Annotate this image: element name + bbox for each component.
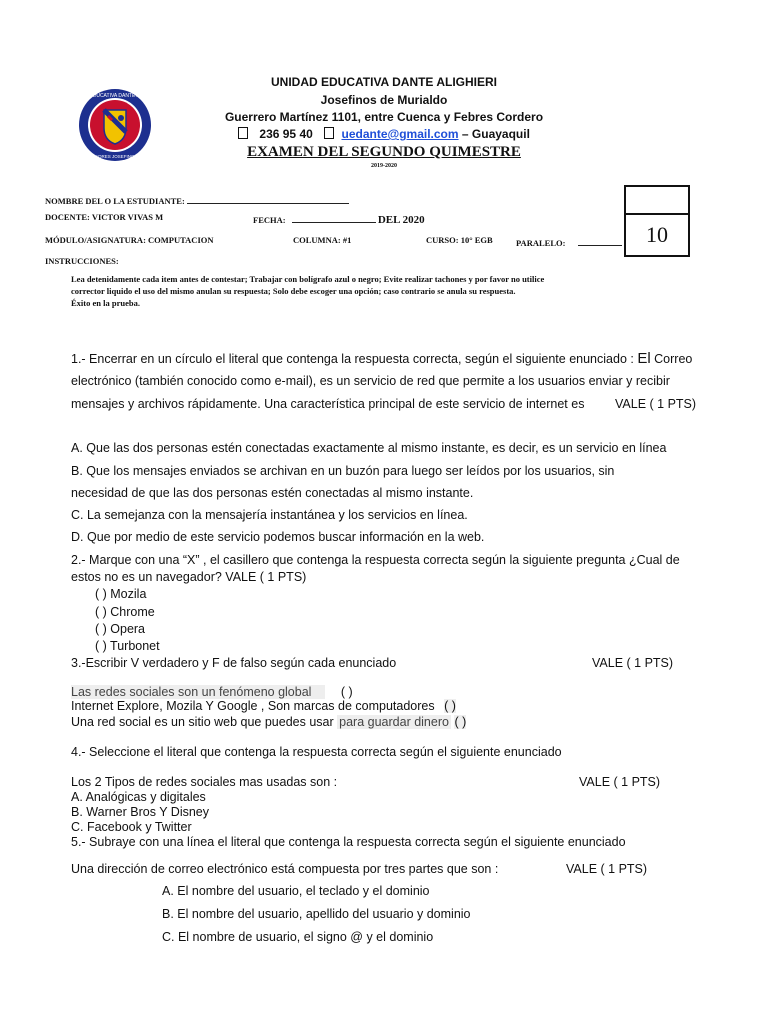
school-address: Guerrero Martínez 1101, entre Cuenca y Febres Cordero <box>224 110 544 124</box>
q5-prompt: Una dirección de correo electrónico está compuesta por tres partes que son : <box>71 862 499 876</box>
instructions-label: INSTRUCCIONES: <box>45 256 119 266</box>
q3-statement-1: Las redes sociales son un fenómeno global ( ) <box>71 685 353 699</box>
student-name-row: NOMBRE DEL O LA ESTUDIANTE: <box>45 193 349 206</box>
exam-title: EXAMEN DEL SEGUNDO QUIMESTRE <box>247 144 521 160</box>
parallel-field[interactable] <box>578 235 622 246</box>
q1-option-b-cont: necesidad de que las dos personas estén conectadas al mismo instante. <box>71 486 474 500</box>
q1-option-b[interactable]: B. Que los mensajes enviados se archivan en un buzón para luego ser leídos por los usuarios, sin <box>71 464 615 478</box>
mail-icon <box>324 127 334 139</box>
q3-answer-3[interactable]: ( ) <box>454 715 467 729</box>
q2-option-mozila[interactable]: ( ) Mozila <box>95 587 147 601</box>
q3-statement-3: Una red social es un sitio web que puedes usar para guardar dinero ( ) <box>71 715 467 729</box>
q5-title: 5.- Subraye con una línea el literal que contenga la respuesta correcta según el siguiente enunciado <box>71 835 626 849</box>
grade-box <box>624 213 690 257</box>
q1-line-3: mensajes y archivos rápidamente. Una característica principal de este servicio de internet es <box>71 397 585 411</box>
student-name-field[interactable] <box>187 193 349 204</box>
date-field[interactable] <box>292 212 376 223</box>
q5-option-c[interactable]: C. El nombre de usuario, el signo @ y el dominio <box>162 930 434 944</box>
q4-value: VALE ( 1 PTS) <box>579 775 661 789</box>
q1-option-c[interactable]: C. La semejanza con la mensajería instantánea y los servicios en línea. <box>71 508 468 522</box>
q5-option-b[interactable]: B. El nombre del usuario, apellido del usuario y dominio <box>162 907 471 921</box>
course: CURSO: 10° EGB <box>426 235 493 245</box>
school-subtitle: Josefinos de Murialdo <box>320 93 448 107</box>
logo-text: UNIDAD EDUCATIVA DANTE ALIGHIERI <box>68 93 162 99</box>
grade-box-top <box>624 185 690 215</box>
q5-option-a[interactable]: A. El nombre del usuario, el teclado y el dominio <box>162 884 430 898</box>
phone-number: 236 95 40 <box>259 127 313 141</box>
q4-prompt: Los 2 Tipos de redes sociales mas usadas son : <box>71 775 338 789</box>
phone-icon <box>238 127 248 139</box>
q3-title: 3.-Escribir V verdadero y F de falso según cada enunciado <box>71 656 397 670</box>
q5-value: VALE ( 1 PTS) <box>566 862 648 876</box>
school-year: 2019-2020 <box>371 163 397 169</box>
q4-option-a[interactable]: A. Analógicas y digitales <box>71 790 206 804</box>
q1-line-2: electrónico (también conocido como e-mail), es un servicio de red que permite a los usuarios enviar y recibir <box>71 374 670 388</box>
q4-title: 4.- Seleccione el literal que contenga la respuesta correcta según el siguiente enunciado <box>71 745 562 759</box>
q1-option-d[interactable]: D. Que por medio de este servicio podemos buscar información en la web. <box>71 530 485 544</box>
date-row: FECHA: DEL 2020 <box>253 214 425 226</box>
q3-statement-2: Internet Explore, Mozila Y Google , Son marcas de computadores ( ) <box>71 699 456 713</box>
q3-answer-1[interactable]: ( ) <box>340 685 353 699</box>
module: MÓDULO/ASIGNATURA: COMPUTACION <box>45 235 214 245</box>
q3-value: VALE ( 1 PTS) <box>592 656 674 670</box>
q1-option-a[interactable]: A. Que las dos personas estén conectadas exactamente al mismo instante, es decir, es un servicio en línea <box>71 441 667 455</box>
q4-option-c[interactable]: C. Facebook y Twitter <box>71 820 192 834</box>
school-name: UNIDAD EDUCATIVA DANTE ALIGHIERI <box>271 75 497 89</box>
email-link[interactable]: uedante@gmail.com <box>341 127 459 141</box>
contact-line <box>0 127 768 141</box>
grade-value: 10 <box>646 222 668 247</box>
logo-bottom-text: PADRES JOSEFINOS <box>92 154 138 159</box>
q2-option-turbonet[interactable]: ( ) Turbonet <box>95 639 160 653</box>
instructions-line-1: Lea detenidamente cada item antes de contestar; Trabajar con bolígrafo azul o negro; Evite realizar tachones y por favor no utilice <box>71 274 545 284</box>
q3-answer-2[interactable]: ( ) <box>444 699 456 713</box>
instructions-line-3: Éxito en la prueba. <box>71 298 140 308</box>
q4-option-b[interactable]: B. Warner Bros Y Disney <box>71 805 210 819</box>
column: COLUMNA: #1 <box>293 235 352 245</box>
instructions-line-2: corrector liquido el uso del mismo anulan su respuesta; Solo debe escoger una opción; caso contrario se anula su respuesta. <box>71 286 516 296</box>
q2-line-1: 2.- Marque con una “X” , el casillero que contenga la respuesta correcta según la siguiente pregunta ¿Cual de <box>71 553 680 567</box>
q2-option-opera[interactable]: ( ) Opera <box>95 622 146 636</box>
teacher: DOCENTE: VICTOR VIVAS M <box>45 212 164 222</box>
q1-value: VALE ( 1 PTS) <box>615 397 697 411</box>
q2-option-chrome[interactable]: ( ) Chrome <box>95 605 155 619</box>
city: – Guayaquil <box>461 127 530 141</box>
parallel-row: PARALELO: <box>516 235 622 248</box>
q1-line-1: 1.- Encerrar en un círculo el literal que contenga la respuesta correcta, según el siguiente enunciado : El Correo <box>71 350 693 367</box>
q2-line-2: estos no es un navegador? VALE ( 1 PTS) <box>71 570 307 584</box>
